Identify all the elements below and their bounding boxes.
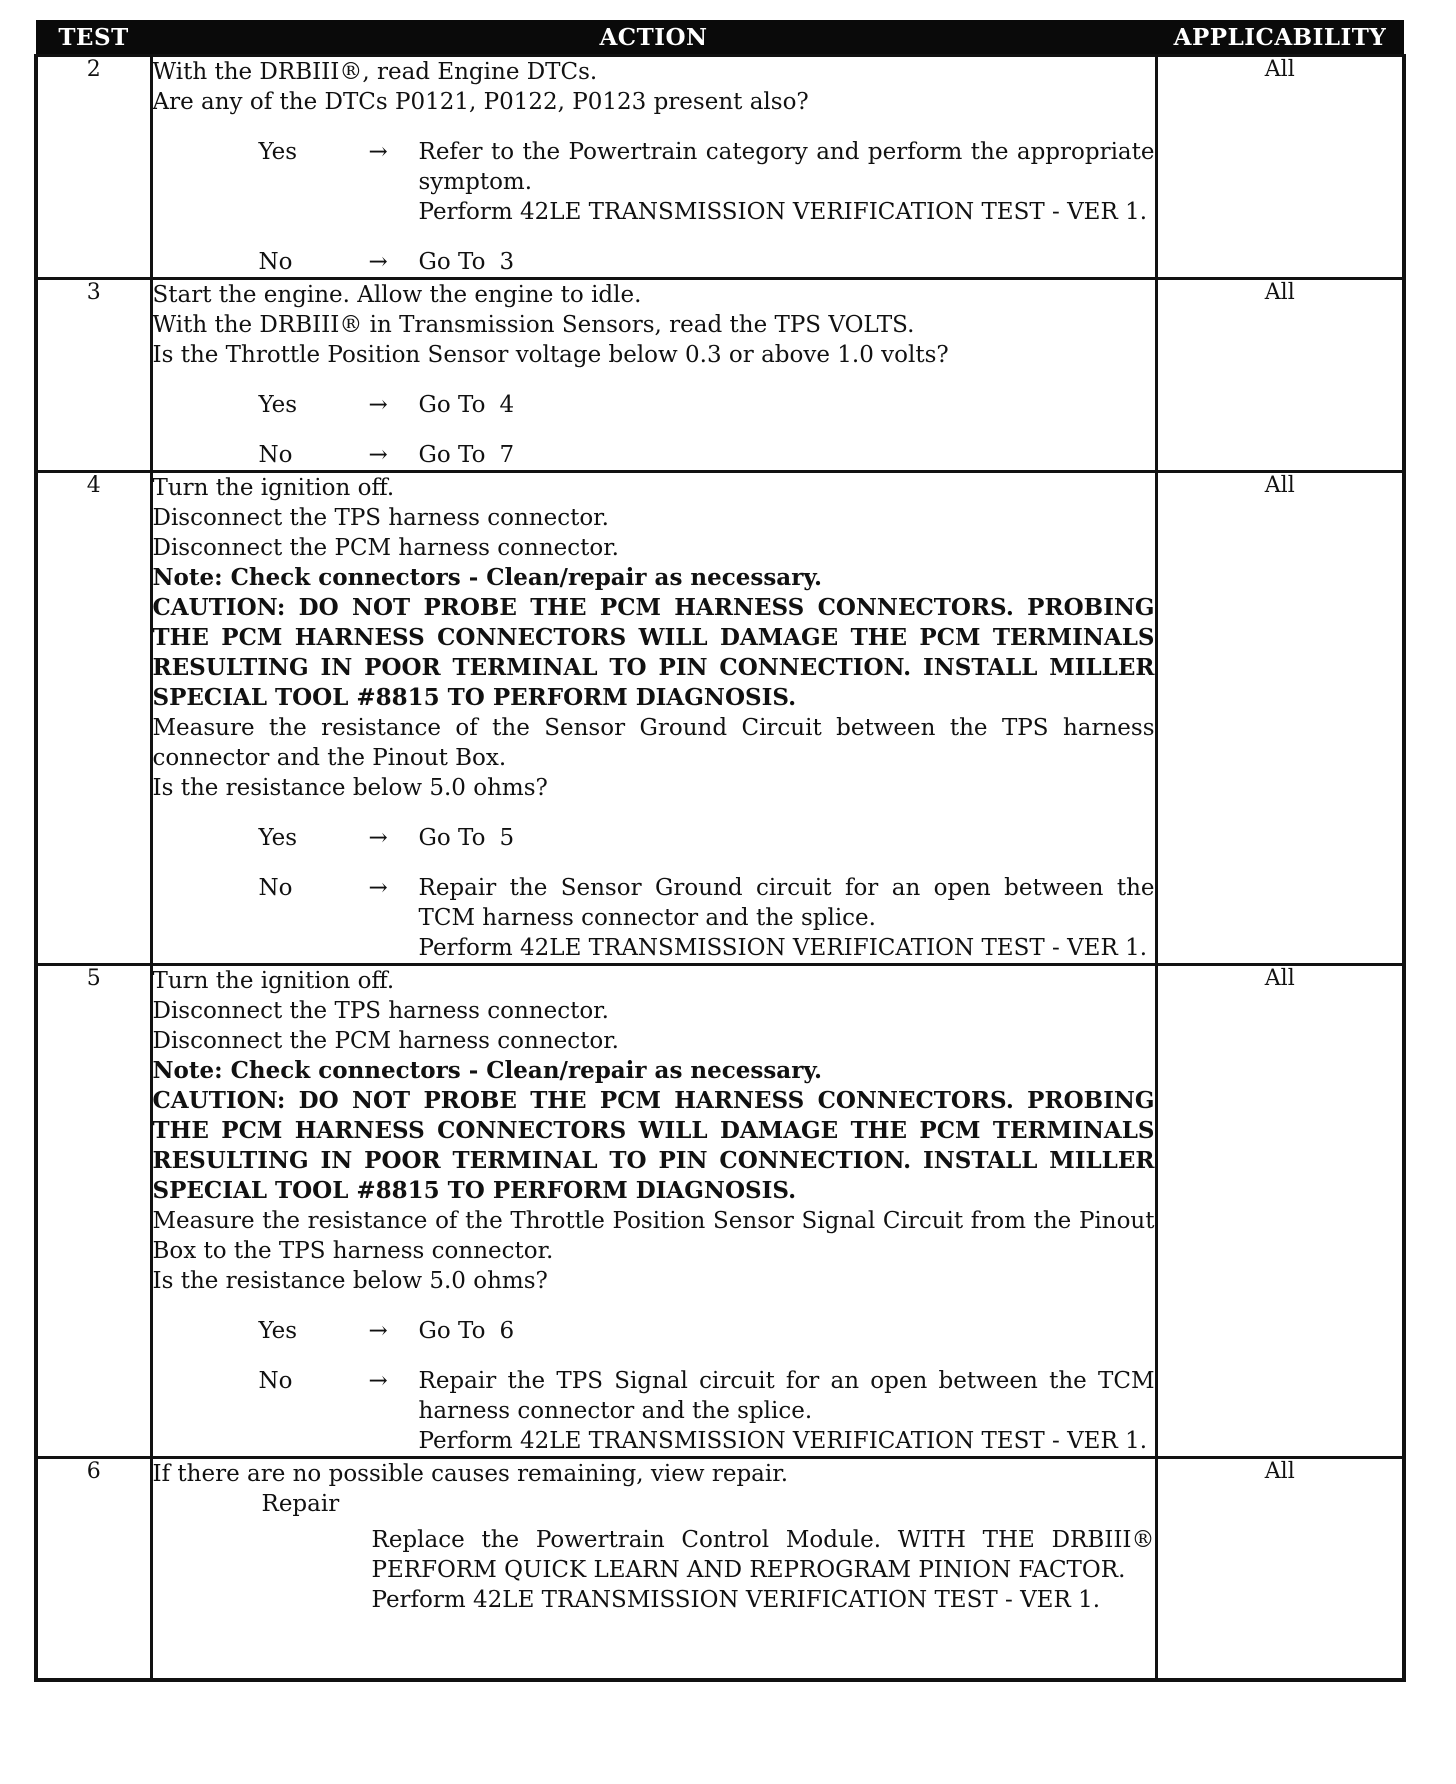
test-number: 4: [36, 472, 151, 965]
no-text-verify: Perform 42LE TRANSMISSION VERIFICATION TEST - VER 1.: [418, 935, 1148, 961]
goto-text: Go To: [418, 825, 486, 851]
action-cell: [151, 965, 1156, 1458]
action-line: Are any of the DTCs P0121, P0122, P0123 present also?: [152, 89, 809, 115]
action-line: Disconnect the TPS harness connector.: [152, 998, 609, 1024]
arrow-icon: →: [368, 1368, 388, 1394]
no-answer: [153, 247, 1155, 277]
goto-text: Go To: [418, 442, 486, 468]
yes-answer: [153, 1316, 1155, 1346]
caution-text: CAUTION: DO NOT PROBE THE PCM HARNESS CONNECTORS. PROBING THE PCM HARNESS CONNECTORS WILL DAMAGE THE PCM TERMINALS RESULTING IN POOR TERMINAL TO PIN CONNECTION. INSTALL MILLER SPECIAL TOOL #8815 TO PERFORM DIAGNOSIS.: [152, 594, 1155, 711]
goto-number: 6: [499, 1318, 515, 1344]
measure-text: Measure the resistance of the Sensor Ground Circuit between the TPS harness connector and the Pinout Box.: [152, 715, 1155, 771]
no-label: No: [258, 875, 293, 901]
action-cell: [151, 56, 1156, 279]
arrow-icon: →: [368, 392, 388, 418]
no-text-verify: Perform 42LE TRANSMISSION VERIFICATION TEST - VER 1.: [418, 1428, 1148, 1454]
table-row: [36, 1458, 1404, 1680]
goto-number: 5: [499, 825, 515, 851]
arrow-icon: →: [368, 442, 388, 468]
measure-text: Measure the resistance of the Throttle Position Sensor Signal Circuit from the Pinout Box to the TPS harness connector.: [152, 1208, 1155, 1264]
header-action: ACTION: [151, 20, 1156, 56]
yes-text-verify: Perform 42LE TRANSMISSION VERIFICATION TEST - VER 1.: [418, 199, 1148, 225]
goto-text: Go To: [418, 392, 486, 418]
caution-text: CAUTION: DO NOT PROBE THE PCM HARNESS CONNECTORS. PROBING THE PCM HARNESS CONNECTORS WILL DAMAGE THE PCM TERMINALS RESULTING IN POOR TERMINAL TO PIN CONNECTION. INSTALL MILLER SPECIAL TOOL #8815 TO PERFORM DIAGNOSIS.: [152, 1087, 1155, 1204]
goto-number: 3: [499, 249, 515, 275]
table-header-row: [36, 20, 1404, 56]
no-answer: [153, 1366, 1155, 1456]
table-row: [36, 56, 1404, 279]
header-applicability: APPLICABILITY: [1156, 20, 1404, 56]
arrow-icon: →: [368, 825, 388, 851]
question-text: Is the resistance below 5.0 ohms?: [152, 1268, 548, 1294]
applicability-value: All: [1156, 472, 1404, 965]
yes-answer: [153, 390, 1155, 420]
yes-label: Yes: [258, 1318, 298, 1344]
applicability-value: All: [1156, 56, 1404, 279]
arrow-icon: →: [368, 139, 388, 165]
applicability-value: All: [1156, 1458, 1404, 1680]
no-text: Repair the Sensor Ground circuit for an open between the TCM harness connector and the splice.: [418, 875, 1155, 931]
test-number: 2: [36, 56, 151, 279]
goto-text: Go To: [418, 1318, 486, 1344]
action-cell: [151, 1458, 1156, 1680]
no-label: No: [258, 1368, 293, 1394]
arrow-icon: →: [368, 875, 388, 901]
goto-text: Go To: [418, 249, 486, 275]
action-line: Turn the ignition off.: [152, 968, 395, 994]
action-line: Disconnect the TPS harness connector.: [152, 505, 609, 531]
table-row: [36, 279, 1404, 472]
yes-answer: [153, 137, 1155, 227]
no-answer: [153, 440, 1155, 470]
yes-label: Yes: [258, 392, 298, 418]
goto-number: 7: [499, 442, 515, 468]
action-line: If there are no possible causes remaining, view repair.: [152, 1461, 789, 1487]
action-line: Is the Throttle Position Sensor voltage below 0.3 or above 1.0 volts?: [152, 342, 949, 368]
action-cell: [151, 279, 1156, 472]
action-line: Disconnect the PCM harness connector.: [152, 535, 619, 561]
test-number: 5: [36, 965, 151, 1458]
action-line: Disconnect the PCM harness connector.: [152, 1028, 619, 1054]
no-label: No: [258, 249, 293, 275]
action-line: With the DRBIII® in Transmission Sensors, read the TPS VOLTS.: [152, 312, 915, 338]
repair-text: Replace the Powertrain Control Module. WITH THE DRBIII® PERFORM QUICK LEARN AND REPROGRAM PINION FACTOR.: [371, 1527, 1155, 1583]
action-line: Start the engine. Allow the engine to idle.: [152, 282, 642, 308]
yes-text: Refer to the Powertrain category and perform the appropriate symptom.: [418, 139, 1155, 195]
note-text: Note: Check connectors - Clean/repair as necessary.: [152, 564, 823, 591]
action-cell: [151, 472, 1156, 965]
applicability-value: All: [1156, 965, 1404, 1458]
repair-label: Repair: [261, 1491, 340, 1517]
yes-label: Yes: [258, 825, 298, 851]
no-label: No: [258, 442, 293, 468]
arrow-icon: →: [368, 249, 388, 275]
repair-block: [153, 1525, 1155, 1615]
question-text: Is the resistance below 5.0 ohms?: [152, 775, 548, 801]
arrow-icon: →: [368, 1318, 388, 1344]
applicability-value: All: [1156, 279, 1404, 472]
goto-number: 4: [499, 392, 515, 418]
diagnostic-test-table: [34, 20, 1406, 1682]
table-row: [36, 965, 1404, 1458]
table-row: [36, 472, 1404, 965]
header-test: TEST: [36, 20, 151, 56]
action-line: With the DRBIII®, read Engine DTCs.: [152, 59, 598, 85]
note-text: Note: Check connectors - Clean/repair as necessary.: [152, 1057, 823, 1084]
no-answer: [153, 873, 1155, 963]
yes-label: Yes: [258, 139, 298, 165]
repair-text-verify: Perform 42LE TRANSMISSION VERIFICATION TEST - VER 1.: [371, 1587, 1101, 1613]
test-number: 3: [36, 279, 151, 472]
no-text: Repair the TPS Signal circuit for an open between the TCM harness connector and the splice.: [418, 1368, 1155, 1424]
yes-answer: [153, 823, 1155, 853]
action-line: Turn the ignition off.: [152, 475, 395, 501]
test-number: 6: [36, 1458, 151, 1680]
